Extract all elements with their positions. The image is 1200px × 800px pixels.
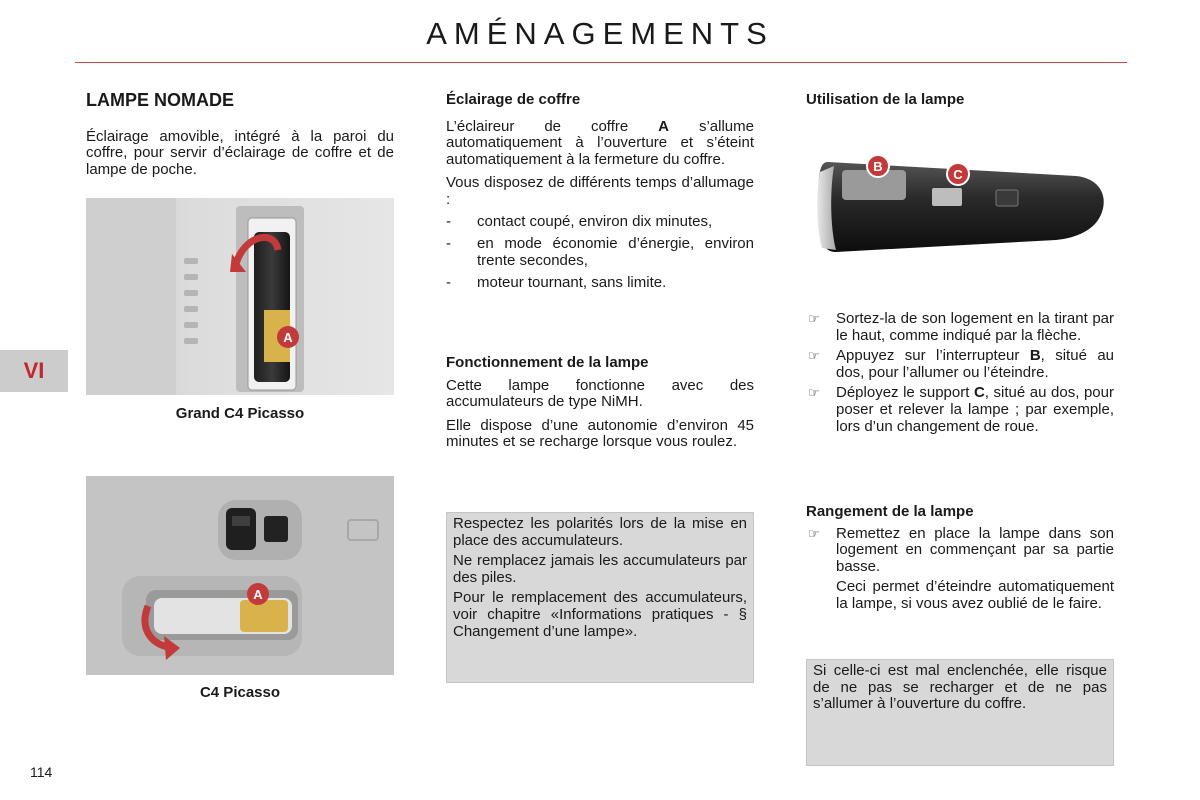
title-rule — [75, 62, 1127, 63]
list-item: ☞ Remettez en place la lampe dans son logement en commençant par sa partie basse. — [808, 524, 1114, 575]
trunk-lamp-illustration — [86, 198, 394, 395]
note-text: Respectez les polarités lors de la mise en place des accumulateurs. — [453, 515, 747, 549]
middle-column-lower — [446, 355, 754, 458]
instruction-list — [806, 526, 1114, 576]
label-b: B — [873, 159, 883, 174]
paragraph: L’éclaireur de coffre A s’allume automatiquement à l’ouverture et s’éteint automatiquement à la fermeture du coffre. — [446, 117, 754, 168]
continuation-text: Ceci permet d’éteindre automatiquement la lampe, si vous avez oublié de le faire. — [836, 578, 1114, 612]
page-number: 114 — [30, 764, 53, 780]
list-item: - contact coupé, environ dix minutes, — [446, 212, 713, 230]
note-box — [806, 659, 1114, 766]
trunk-lamp-illustration — [86, 476, 394, 675]
right-column-instructions — [806, 311, 1114, 439]
paragraph: Elle dispose d’une autonomie d’environ 45 minutes et se recharge lorsque vous roulez. — [446, 416, 754, 451]
paragraph: Vous disposez de différents temps d’allumage : — [446, 174, 754, 208]
subheading-utilisation: Utilisation de la lampe — [806, 91, 965, 108]
paragraph: Cette lampe fonctionne avec des accumulateurs de type NiMH. — [446, 376, 754, 411]
right-column-rangement — [806, 504, 1114, 620]
instruction-list — [806, 311, 1114, 435]
subheading-fonctionnement: Fonctionnement de la lampe — [446, 354, 649, 371]
portable-lamp-illustration — [806, 142, 1114, 262]
subheading-rangement: Rangement de la lampe — [806, 503, 974, 520]
figure-portable-lamp — [806, 142, 1114, 262]
section-heading: LAMPE NOMADE — [86, 90, 234, 110]
list-item: - moteur tournant, sans limite. — [446, 274, 667, 292]
label-a: A — [283, 330, 293, 345]
list-item: ☞ Déployez le support C, situé au dos, pour poser et relever la lampe ; par exemple, lors d’un changement de roue. — [808, 384, 1114, 435]
page-title: AMÉNAGEMENTS — [426, 16, 774, 51]
duration-list — [446, 214, 754, 292]
figure-caption: C4 Picasso — [199, 684, 281, 701]
label-a: A — [253, 587, 263, 602]
list-item: ☞ Appuyez sur l’interrupteur B, situé au dos, pour l’allumer ou l’éteindre. — [808, 347, 1115, 381]
list-item: ☞ Sortez-la de son logement en la tirant par le haut, comme indiqué par la flèche. — [808, 310, 1114, 344]
figure-c4-picasso — [86, 476, 394, 675]
intro-text: Éclairage amovible, intégré à la paroi du coffre, pour servir d’éclairage de coffre et de lampe de poche. — [86, 127, 394, 178]
chapter-tab: VI — [0, 350, 68, 392]
left-column — [86, 92, 394, 185]
right-column — [806, 92, 1114, 119]
subheading-eclairage: Éclairage de coffre — [446, 91, 581, 108]
note-text: Si celle-ci est mal enclenchée, elle risque de ne pas se recharger et de ne pas s’allumer à l’ouverture du coffre. — [813, 662, 1107, 713]
note-box — [446, 512, 754, 683]
note-text: Ne remplacez jamais les accumulateurs par des piles. — [453, 552, 747, 586]
list-item: - en mode économie d’énergie, environ trente secondes, — [446, 235, 754, 269]
middle-column — [446, 92, 754, 298]
label-c: C — [953, 167, 963, 182]
note-text: Pour le remplacement des accumulateurs, voir chapitre «Informations pratiques - § Changement d’une lampe». — [453, 589, 747, 640]
figure-caption: Grand C4 Picasso — [175, 405, 305, 422]
figure-grand-c4-picasso — [86, 198, 394, 395]
